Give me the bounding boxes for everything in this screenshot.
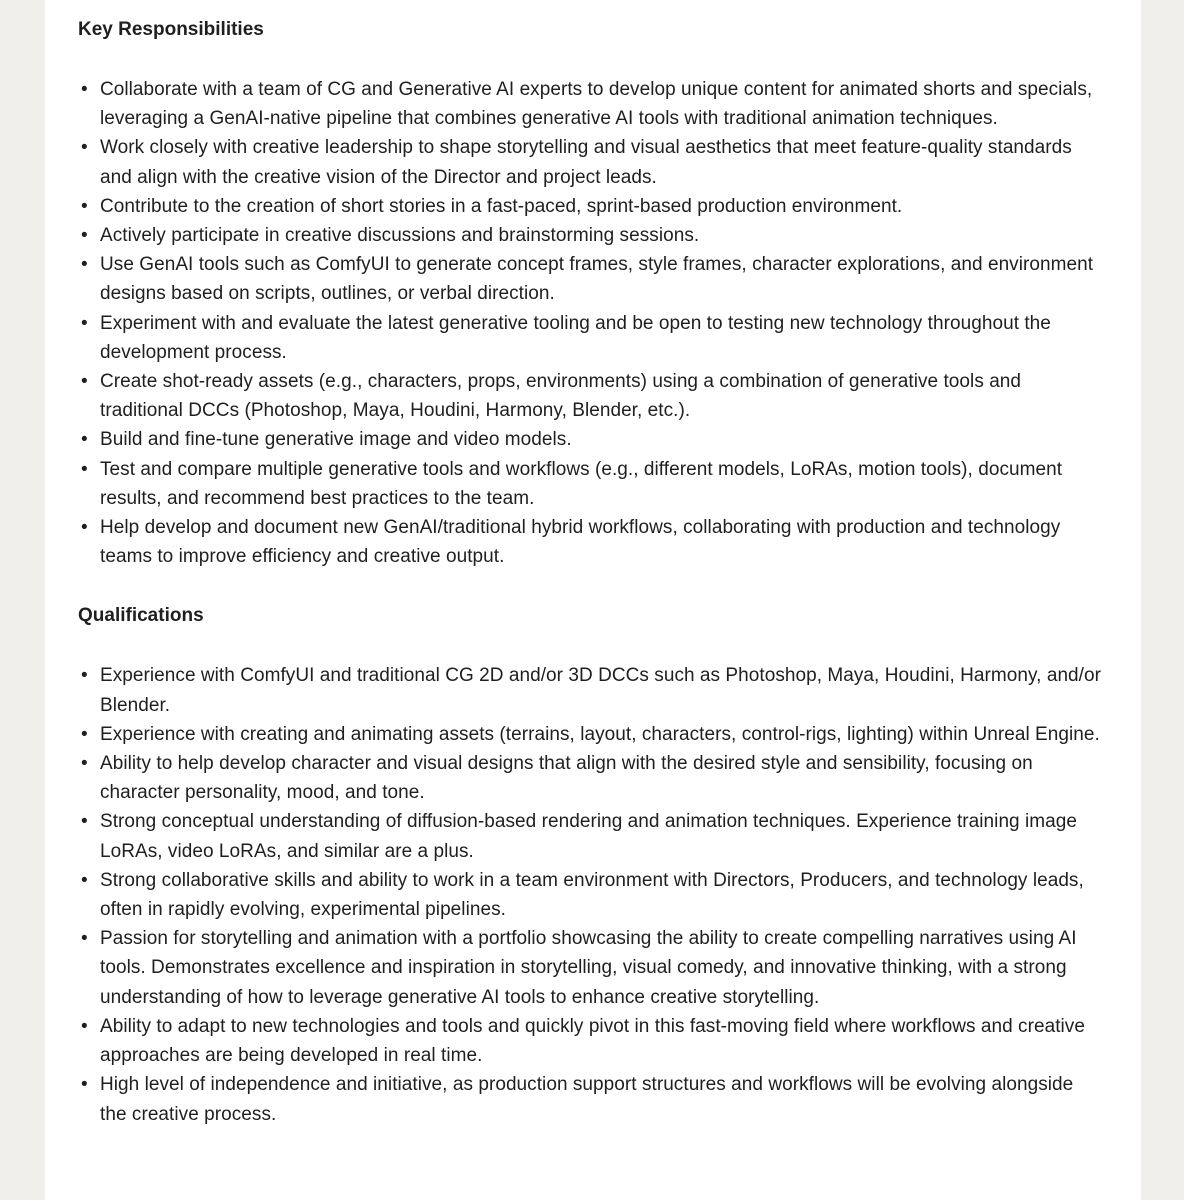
list-item: • Create shot-ready assets (e.g., characters, props, environments) using a combination of generative tools and traditional DCCs (Photoshop, Maya, Houdini, Harmony, Blender, etc.). (78, 367, 1101, 425)
list-item: • Help develop and document new GenAI/traditional hybrid workflows, collaborating with production and technology teams to improve efficiency and creative output. (78, 513, 1101, 571)
list-item: • Build and fine-tune generative image and video models. (78, 425, 1101, 454)
list-item: • Work closely with creative leadership to shape storytelling and visual aesthetics that meet feature-quality standards and align with the creative vision of the Director and project leads. (78, 133, 1101, 191)
list-item: • Collaborate with a team of CG and Generative AI experts to develop unique content for animated shorts and specials, leveraging a GenAI-native pipeline that combines generative AI tools with traditional animation techniques. (78, 75, 1101, 133)
job-description-card (45, 0, 1141, 1200)
list-item: • Experience with ComfyUI and traditional CG 2D and/or 3D DCCs such as Photoshop, Maya, Houdini, Harmony, and/or Blender. (78, 661, 1101, 719)
list-item: • Passion for storytelling and animation with a portfolio showcasing the ability to create compelling narratives using AI tools. Demonstrates excellence and inspiration in storytelling, visual comedy, and innovative thinking, with a strong understanding of how to leverage generative AI tools to enhance creative storytelling. (78, 924, 1101, 1012)
list-item: • Ability to help develop character and visual designs that align with the desired style and sensibility, focusing on character personality, mood, and tone. (78, 749, 1101, 807)
list-item: • Use GenAI tools such as ComfyUI to generate concept frames, style frames, character explorations, and environment designs based on scripts, outlines, or verbal direction. (78, 250, 1101, 308)
list-item: • Strong conceptual understanding of diffusion-based rendering and animation techniques. Experience training image LoRAs, video LoRAs, and similar are a plus. (78, 807, 1101, 865)
responsibilities-list (78, 75, 1101, 571)
list-item: • Experience with creating and animating assets (terrains, layout, characters, control-rigs, lighting) within Unreal Engine. (78, 720, 1101, 749)
list-item: • Actively participate in creative discussions and brainstorming sessions. (78, 221, 1101, 250)
list-item: • Strong collaborative skills and ability to work in a team environment with Directors, Producers, and technology leads, often in rapidly evolving, experimental pipelines. (78, 866, 1101, 924)
section-heading-qualifications: Qualifications (78, 605, 204, 627)
list-item: • Ability to adapt to new technologies and tools and quickly pivot in this fast-moving field where workflows and creative approaches are being developed in real time. (78, 1012, 1101, 1070)
list-item: • Test and compare multiple generative tools and workflows (e.g., different models, LoRAs, motion tools), document results, and recommend best practices to the team. (78, 455, 1101, 513)
section-heading-key-responsibilities: Key Responsibilities (78, 19, 264, 40)
list-item: • Contribute to the creation of short stories in a fast-paced, sprint-based production environment. (78, 192, 1101, 221)
list-item: • High level of independence and initiative, as production support structures and workflows will be evolving alongside the creative process. (78, 1070, 1101, 1128)
qualifications-list (78, 661, 1101, 1128)
list-item: • Experiment with and evaluate the latest generative tooling and be open to testing new technology throughout the development process. (78, 309, 1101, 367)
